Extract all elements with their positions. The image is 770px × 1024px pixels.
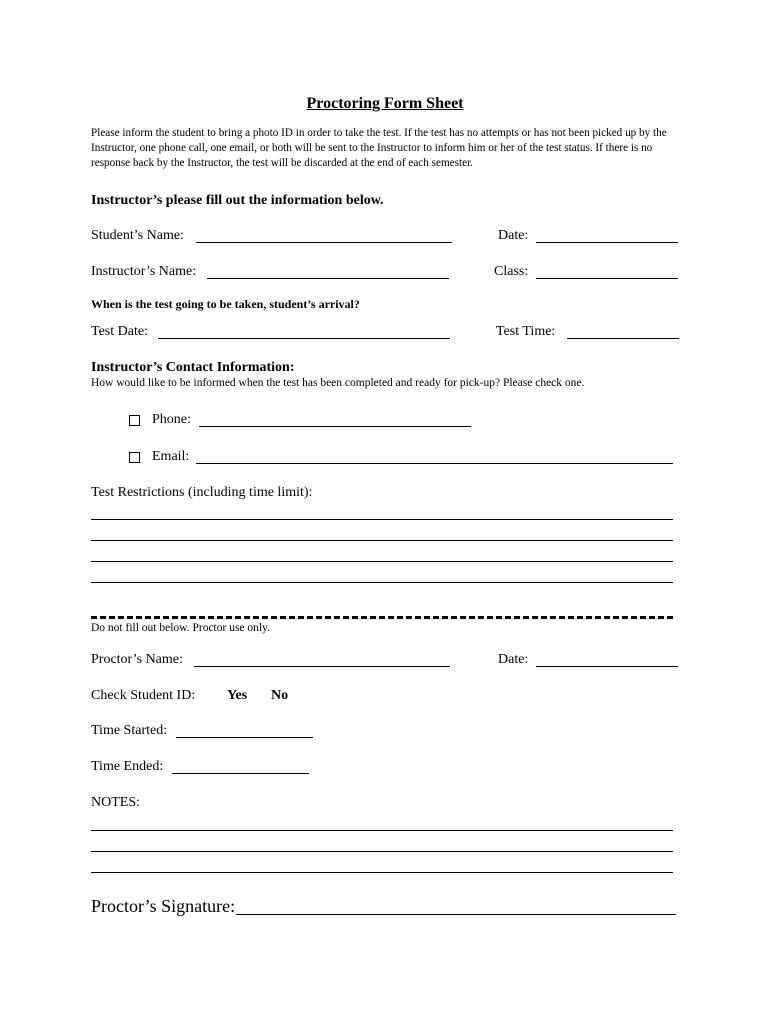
time-started-field[interactable] (176, 737, 313, 738)
proctor-name-label: Proctor’s Name: (91, 652, 183, 667)
proctor-date-label: Date: (498, 652, 529, 667)
student-name-label: Student’s Name: (91, 228, 184, 243)
date-label: Date: (498, 228, 529, 243)
proctor-only-note: Do not fill out below. Proctor use only. (91, 622, 270, 634)
notes-label: NOTES: (91, 795, 140, 810)
check-id-label: Check Student ID: (91, 688, 196, 703)
phone-label: Phone: (152, 412, 191, 427)
student-name-field[interactable] (196, 242, 452, 243)
restrictions-line-2[interactable] (91, 540, 673, 541)
class-label: Class: (494, 264, 529, 279)
time-ended-label: Time Ended: (91, 759, 164, 774)
page-title: Proctoring Form Sheet (306, 95, 464, 112)
notes-line-2[interactable] (91, 851, 673, 852)
proctor-date-field[interactable] (536, 666, 678, 667)
time-started-label: Time Started: (91, 723, 168, 738)
restrictions-line-4[interactable] (91, 582, 673, 583)
phone-checkbox[interactable] (129, 415, 140, 426)
proctor-name-field[interactable] (194, 666, 450, 667)
contact-question: How would like to be informed when the test has been completed and ready for pick-up? Please check one. (91, 377, 585, 389)
notes-line-3[interactable] (91, 872, 673, 873)
signature-label: Proctor’s Signature: (91, 896, 236, 916)
test-date-label: Test Date: (91, 324, 148, 339)
email-field[interactable] (196, 463, 673, 464)
section-divider (91, 616, 673, 619)
test-time-label: Test Time: (496, 324, 556, 339)
check-id-yes[interactable]: Yes (227, 688, 248, 703)
check-id-no[interactable]: No (271, 688, 289, 703)
test-date-field[interactable] (158, 338, 450, 339)
instructor-name-label: Instructor’s Name: (91, 264, 197, 279)
signature-field[interactable] (236, 914, 676, 915)
restrictions-line-1[interactable] (91, 519, 673, 520)
class-field[interactable] (536, 278, 678, 279)
phone-field[interactable] (199, 426, 471, 427)
test-time-field[interactable] (567, 338, 679, 339)
arrival-question: When is the test going to be taken, student’s arrival? (91, 297, 360, 311)
time-ended-field[interactable] (172, 773, 309, 774)
email-label: Email: (152, 449, 190, 464)
restrictions-line-3[interactable] (91, 561, 673, 562)
notes-line-1[interactable] (91, 830, 673, 831)
instructor-section-heading: Instructor’s please fill out the information below. (91, 193, 384, 208)
instructor-name-field[interactable] (207, 278, 449, 279)
email-checkbox[interactable] (129, 452, 140, 463)
contact-section-heading: Instructor’s Contact Information: (91, 360, 295, 375)
restrictions-label: Test Restrictions (including time limit): (91, 485, 313, 500)
date-field[interactable] (536, 242, 678, 243)
intro-paragraph: Please inform the student to bring a photo ID in order to take the test. If the test has no attempts or has not been picked up by the Instructor, one phone call, one email, or both will be sent to the Instructor to inform him or her of the test status. If there is no response back by the Instructor, the test will be discarded at the end of each semester. (91, 127, 667, 169)
